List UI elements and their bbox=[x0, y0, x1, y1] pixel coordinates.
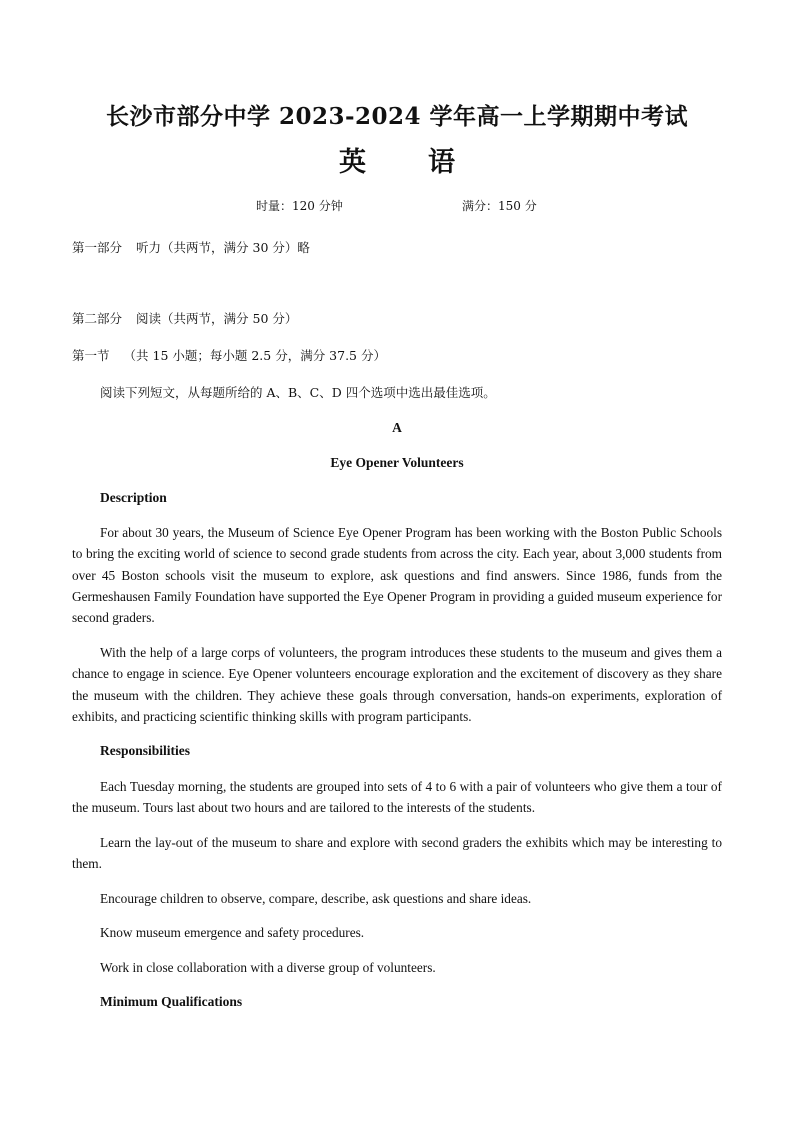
part-two-head: 第二部分 bbox=[72, 311, 123, 326]
responsibilities-heading: Responsibilities bbox=[100, 743, 191, 758]
section-one-text: （共 15 小题；每小题 2.5 分，满分 37.5 分） bbox=[123, 348, 386, 363]
description-heading: Description bbox=[100, 490, 167, 505]
responsibility-item-5: Work in close collaboration with a diverse group of volunteers. bbox=[100, 960, 436, 975]
qualifications-heading: Minimum Qualifications bbox=[100, 994, 243, 1009]
instruction-text: 阅读下列短文，从每题所给的 A、B、C、D 四个选项中选出最佳选项。 bbox=[100, 385, 496, 400]
passage-letter: A bbox=[392, 420, 402, 435]
responsibility-item-2: Learn the lay-out of the museum to share and explore with second graders the exhibits which may be interesting to them. bbox=[72, 835, 722, 872]
full-score: 满分：150 分 bbox=[462, 199, 537, 213]
responsibility-item-3: Encourage children to observe, compare, describe, ask questions and share ideas. bbox=[100, 891, 532, 906]
passage-title: Eye Opener Volunteers bbox=[330, 455, 464, 470]
description-paragraph-2: With the help of a large corps of volunteers, the program introduces these students to the museum and gives them a chance to engage in science. Eye Opener volunteers encourage exploration and the excitement of discovery as they share the museum with the children. They achieve these goals through conversation, hands-on experiments, exploration of exhibits, and practicing scientific thinking skills with program participants. bbox=[72, 645, 722, 724]
time-limit: 时量：120 分钟 bbox=[256, 199, 343, 213]
responsibility-item-1: Each Tuesday morning, the students are grouped into sets of 4 to 6 with a pair of volunteers who give them a tour of the museum. Tours last about two hours and are tailored to the interests of the students. bbox=[72, 779, 722, 816]
section-one bbox=[72, 346, 386, 364]
subject-title bbox=[0, 140, 794, 179]
part-two bbox=[72, 309, 297, 327]
responsibility-item-4: Know museum emergence and safety procedures. bbox=[100, 925, 365, 940]
part-one-text: 听力（共两节，满分 30 分）略 bbox=[136, 240, 310, 255]
exam-title: 长沙市部分中学 2023-2024 学年高一上学期期中考试 bbox=[105, 103, 689, 130]
description-paragraph-1: For about 30 years, the Museum of Science Eye Opener Program has been working with the Boston Public Schools to bring the exciting world of science to second grade students from across the city. Each year, about 3,000 students from over 45 Boston schools visit the museum to explore, ask questions and find answers. Since 1986, funds from the Germeshausen Family Foundation have supported the Eye Opener Program in providing a guided museum experience for second graders. bbox=[72, 525, 722, 626]
part-two-text: 阅读（共两节，满分 50 分） bbox=[136, 311, 298, 326]
section-one-head: 第一节 bbox=[72, 348, 110, 363]
subject-char-2: 语 bbox=[428, 147, 455, 178]
part-one bbox=[72, 238, 310, 256]
part-one-head: 第一部分 bbox=[72, 240, 123, 255]
subject-char-1: 英 bbox=[339, 147, 366, 178]
